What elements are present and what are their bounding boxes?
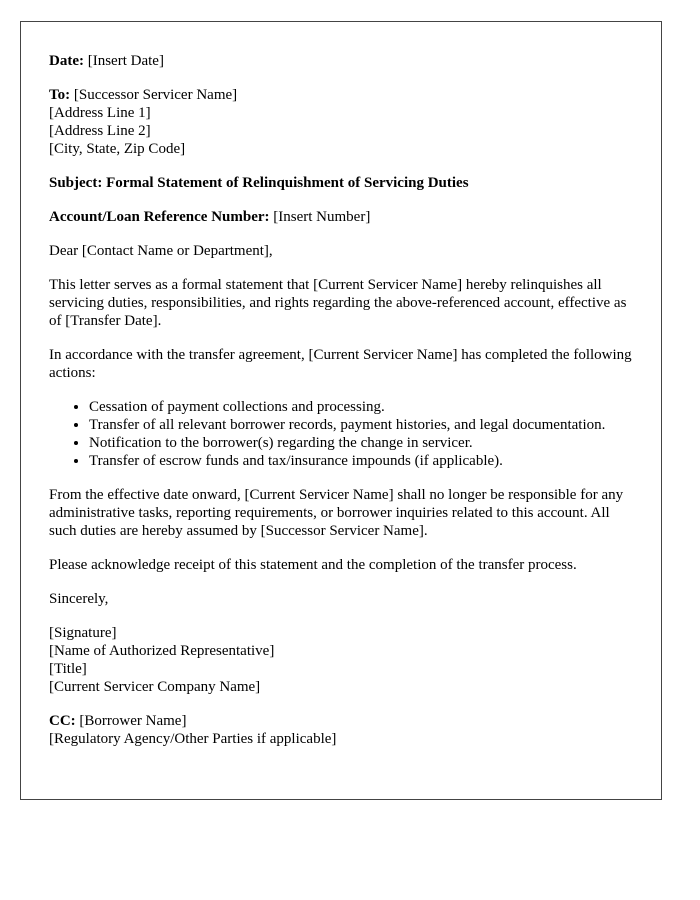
reference-line xyxy=(49,208,633,226)
actions-list xyxy=(49,398,633,470)
cc-label: CC: xyxy=(49,713,76,729)
recipient-block xyxy=(49,86,633,158)
list-item: • Transfer of all relevant borrower records, payment histories, and legal documentation. xyxy=(89,416,633,434)
salutation: Dear [Contact Name or Department], xyxy=(49,243,273,259)
date-line xyxy=(49,52,633,70)
date-label: Date: xyxy=(49,53,84,69)
body-paragraph-1: This letter serves as a formal statement that [Current Servicer Name] hereby relinquishes all servicing duties, responsibilities, and rights regarding the above-referenced account, effective as of [Transfer Date]. xyxy=(49,277,627,329)
closing: Sincerely, xyxy=(49,591,109,607)
address-line-1: [Address Line 1] xyxy=(49,105,151,121)
signature-placeholder: [Signature] xyxy=(49,625,117,641)
cc-line xyxy=(49,712,633,730)
list-item: • Transfer of escrow funds and tax/insurance impounds (if applicable). xyxy=(89,452,633,470)
cc-line-2: [Regulatory Agency/Other Parties if applicable] xyxy=(49,731,337,747)
list-item: • Cessation of payment collections and processing. xyxy=(89,398,633,416)
letter-page xyxy=(20,21,662,800)
reference-label: Account/Loan Reference Number: xyxy=(49,209,270,225)
address-line-2: [Address Line 2] xyxy=(49,123,151,139)
reference-value: [Insert Number] xyxy=(269,209,371,225)
date-value: [Insert Date] xyxy=(83,53,164,69)
cc-value: [Borrower Name] xyxy=(75,713,187,729)
representative-name: [Name of Authorized Representative] xyxy=(49,643,275,659)
cc-block xyxy=(49,712,633,748)
city-state-zip: [City, State, Zip Code] xyxy=(49,141,186,157)
signature-block xyxy=(49,624,633,696)
company-name: [Current Servicer Company Name] xyxy=(49,679,261,695)
to-value: [Successor Servicer Name] xyxy=(70,87,238,103)
body-paragraph-2: In accordance with the transfer agreement, [Current Servicer Name] has completed the following actions: xyxy=(49,347,632,381)
to-label: To: xyxy=(49,87,71,103)
list-item: • Notification to the borrower(s) regarding the change in servicer. xyxy=(89,434,633,452)
to-line xyxy=(49,86,633,104)
body-paragraph-3: From the effective date onward, [Current Servicer Name] shall no longer be responsible for any administrative tasks, reporting requirements, or borrower inquiries related to this account. All such duties are hereby assumed by [Successor Servicer Name]. xyxy=(49,487,624,539)
body-paragraph-4: Please acknowledge receipt of this statement and the completion of the transfer process. xyxy=(49,557,577,573)
representative-title: [Title] xyxy=(49,661,87,677)
subject-line: Subject: Formal Statement of Relinquishment of Servicing Duties xyxy=(49,175,469,191)
